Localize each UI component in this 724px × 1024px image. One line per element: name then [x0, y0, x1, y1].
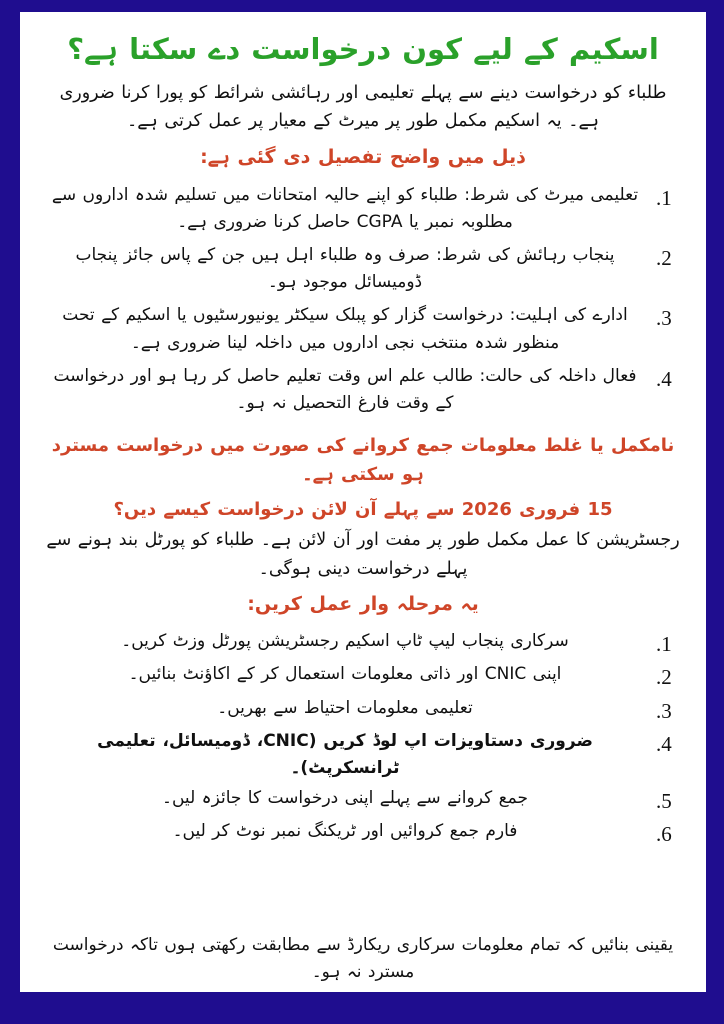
- warning-text: نامکمل یا غلط معلومات جمع کروانے کی صورت میں درخواست مسترد ہو سکتی ہے۔: [51, 435, 675, 485]
- step-item-text: تعلیمی معلومات احتیاط سے بھریں۔: [217, 697, 473, 718]
- page-title: اسکیم کے لیے کون درخواست دے سکتا ہے؟: [67, 32, 659, 66]
- detail-heading: ذیل میں واضح تفصیل دی گئی ہے:: [200, 145, 526, 168]
- step-item-text: ضروری دستاویزات اپ لوڈ کریں (CNIC، ڈومیسائل، تعلیمی ٹرانسکرپٹ)۔: [97, 731, 593, 779]
- intro-paragraph: طلباء کو درخواست دینے سے پہلے تعلیمی اور رہائشی شرائط کو پورا کرنا ضروری ہے۔ یہ اسکیم مکمل طور پر میرٹ کے معیار پر عمل کرتی ہے۔: [59, 83, 667, 132]
- step-item-text: جمع کروانے سے پہلے اپنی درخواست کا جائزہ لیں۔: [162, 787, 528, 808]
- eligibility-item-text: فعال داخلہ کی حالت: طالب علم اس وقت تعلیم حاصل کر رہا ہو اور درخواست کے وقت فارغ التحصیل نہ ہو۔: [53, 365, 637, 413]
- list-item: [44, 181, 682, 241]
- deadline-heading: 15 فروری 2026 سے پہلے آن لائن درخواست کیسے دیں؟: [113, 498, 613, 520]
- eligibility-list: [42, 181, 684, 423]
- eligibility-item-text: ادارے کی اہلیت: درخواست گزار کو پبلک سیکٹر یونیورسٹیوں یا اسکیم کے تحت منظور شدہ منتخب نجی اداروں میں داخلہ لینا ضروری ہے۔: [62, 305, 628, 353]
- steps-heading: یہ مرحلہ وار عمل کریں:: [247, 593, 479, 616]
- list-item: [44, 728, 682, 784]
- steps-list: [42, 628, 684, 852]
- step-item-text: اپنی CNIC اور ذاتی معلومات استعمال کر کے اکاؤنٹ بنائیں۔: [128, 664, 562, 685]
- step-item-text: سرکاری پنجاب لیپ ٹاپ اسکیم رجسٹریشن پورٹل وزٹ کریں۔: [121, 630, 569, 651]
- list-item: [44, 301, 682, 361]
- list-item: [44, 241, 682, 301]
- list-item: [44, 818, 682, 851]
- step-item-text: فارم جمع کروائیں اور ٹریکنگ نمبر نوٹ کر لیں۔: [172, 821, 518, 842]
- footer-note: یقینی بنائیں کہ تمام معلومات سرکاری ریکارڈ سے مطابقت رکھتی ہوں تاکہ درخواست مسترد نہ ہو۔: [52, 934, 674, 982]
- list-item: [44, 695, 682, 728]
- list-item: [44, 785, 682, 818]
- eligibility-item-text: پنجاب رہائش کی شرط: صرف وہ طلباء اہل ہیں جن کے پاس جائز پنجاب ڈومیسائل موجود ہو۔: [75, 244, 615, 293]
- eligibility-item-text: تعلیمی میرٹ کی شرط: طلباء کو اپنے حالیہ امتحانات میں تسلیم شدہ اداروں سے مطلوبہ نمبر یا CGPA حاصل کرنا ضروری ہے۔: [51, 184, 639, 232]
- list-item: [44, 661, 682, 694]
- document-sheet: [20, 12, 706, 992]
- list-item: [44, 362, 682, 422]
- registration-paragraph: رجسٹریشن کا عمل مکمل طور پر مفت اور آن لائن ہے۔ طلباء کو پورٹل بند ہونے سے پہلے درخواست دینی ہوگی۔: [46, 530, 680, 579]
- list-item: [44, 628, 682, 661]
